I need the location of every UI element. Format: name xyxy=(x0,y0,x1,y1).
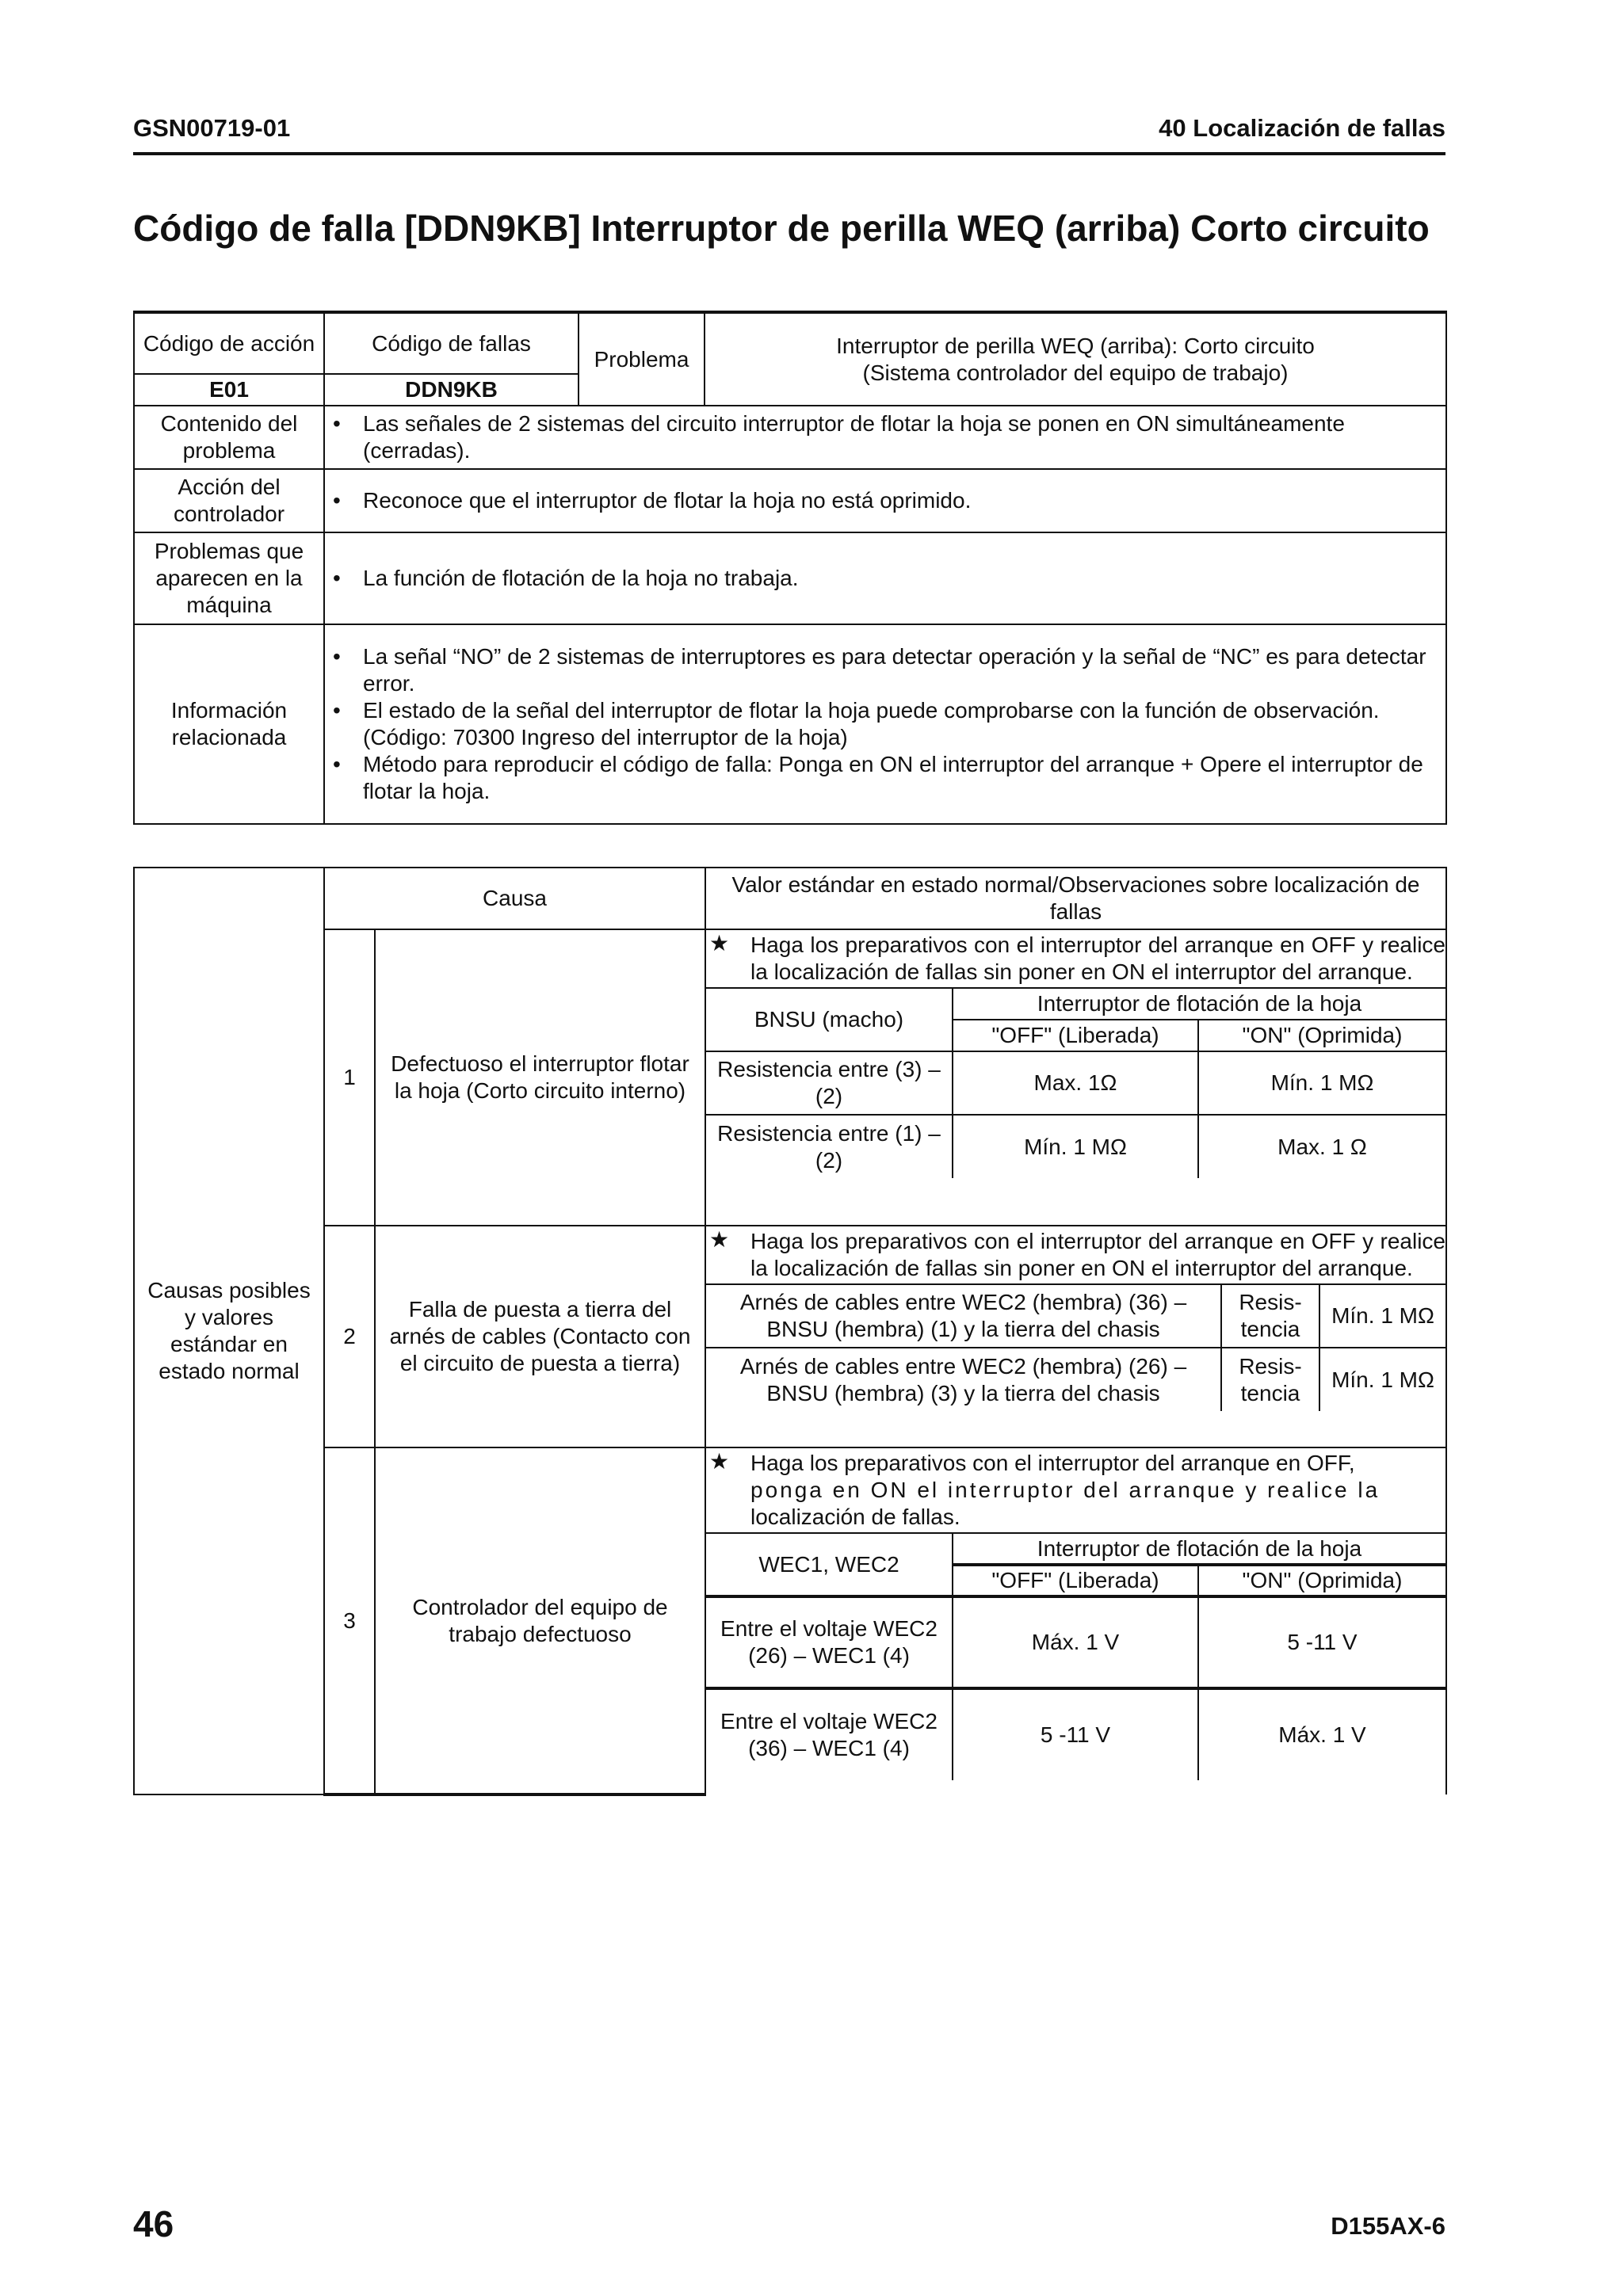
measure-type: Resis- tencia xyxy=(1221,1348,1319,1411)
note-line: localización de fallas. xyxy=(750,1505,960,1529)
switch-header: Interruptor de flotación de la hoja xyxy=(953,1533,1445,1565)
problem-content-label: Contenido del problema xyxy=(134,406,324,469)
measure-value: Mín. 1 MΩ xyxy=(1319,1348,1445,1411)
star-icon: ★ xyxy=(709,1227,730,1252)
connector-label: BNSU (macho) xyxy=(706,988,953,1051)
problem-description-line-1: Interruptor de perilla WEQ (arriba): Corto circuito xyxy=(836,333,1315,358)
measure-label: Entre el voltaje WEC2 (36) – WEC1 (4) xyxy=(706,1688,953,1780)
note-text: Haga los preparativos con el interruptor del arranque en OFF y realice la localización de fallas sin poner en ON el interruptor del arranque. xyxy=(750,933,1445,984)
problem-content xyxy=(324,406,1446,469)
cause-1-note xyxy=(706,930,1445,987)
on-value: Máx. 1 V xyxy=(1198,1688,1445,1780)
col-off-header: "OFF" (Liberada) xyxy=(953,1565,1198,1596)
machine-problems xyxy=(324,532,1446,624)
cause-number: 1 xyxy=(324,929,375,1226)
section-title: 40 Localización de fallas xyxy=(1159,114,1445,142)
col-on-header: "ON" (Oprimida) xyxy=(1198,1565,1445,1596)
cause-description: Defectuoso el interruptor flotar la hoja (Corto circuito interno) xyxy=(375,929,705,1226)
controller-action xyxy=(324,469,1446,532)
off-value: Mín. 1 MΩ xyxy=(953,1115,1198,1178)
on-value: Max. 1 Ω xyxy=(1198,1115,1445,1178)
note-text: Haga los preparativos con el interruptor del arranque en OFF y realice la localización de fallas sin poner en ON el interruptor del arranque. xyxy=(750,1229,1445,1280)
measure-label: Resistencia entre (1) – (2) xyxy=(706,1115,953,1178)
machine-problems-label: Problemas que aparecen en la máquina xyxy=(134,532,324,624)
cause-3-note xyxy=(706,1448,1445,1532)
header-rule xyxy=(133,152,1445,155)
col-on-header: "ON" (Oprimida) xyxy=(1198,1020,1445,1051)
cause-description: Falla de puesta a tierra del arnés de cables (Contacto con el circuito de puesta a tierra) xyxy=(375,1226,705,1447)
action-code-label: Código de acción xyxy=(134,312,324,374)
list-item: • La señal “NO” de 2 sistemas de interruptores es para detectar operación y la señal de “NC” es para detectar error. xyxy=(330,643,1441,697)
cause-2-note xyxy=(706,1226,1445,1283)
off-value: Máx. 1 V xyxy=(953,1596,1198,1688)
cause-description: Controlador del equipo de trabajo defectuoso xyxy=(375,1447,705,1794)
document-code: GSN00719-01 xyxy=(133,114,291,142)
cause-1-checks xyxy=(705,929,1446,1226)
cause-2-measure-table xyxy=(706,1283,1445,1411)
problem-description-line-2: (Sistema controlador del equipo de trabajo) xyxy=(862,360,1289,385)
off-value: Max. 1Ω xyxy=(953,1051,1198,1115)
list-item: • El estado de la señal del interruptor de flotar la hoja puede comprobarse con la función de observación. xyxy=(330,697,1441,724)
measure-label: Entre el voltaje WEC2 (26) – WEC1 (4) xyxy=(706,1596,953,1688)
switch-header: Interruptor de flotación de la hoja xyxy=(953,988,1445,1020)
list-item: • La función de flotación de la hoja no trabaja. xyxy=(330,565,1441,592)
off-value: 5 -11 V xyxy=(953,1688,1198,1780)
measure-type: Resis- tencia xyxy=(1221,1284,1319,1348)
connector-label: WEC1, WEC2 xyxy=(706,1533,953,1596)
fault-code-value: DDN9KB xyxy=(324,374,579,406)
controller-action-label: Acción del controlador xyxy=(134,469,324,532)
star-icon: ★ xyxy=(709,1449,730,1474)
on-value: Mín. 1 MΩ xyxy=(1198,1051,1445,1115)
cause-number: 3 xyxy=(324,1447,375,1794)
possible-causes-label: Causas posibles y valores estándar en estado normal xyxy=(134,868,324,1794)
cause-3-measure-table xyxy=(706,1532,1445,1780)
col-off-header: "OFF" (Liberada) xyxy=(953,1020,1198,1051)
list-item: • Método para reproducir el código de falla: Ponga en ON el interruptor del arranque + Opere el interruptor de flotar la hoja. xyxy=(330,751,1441,805)
measure-value: Mín. 1 MΩ xyxy=(1319,1284,1445,1348)
standard-value-header: Valor estándar en estado normal/Observaciones sobre localización de fallas xyxy=(705,868,1446,929)
page-number: 46 xyxy=(133,2203,174,2245)
cause-2-checks xyxy=(705,1226,1446,1447)
fault-code-table xyxy=(133,311,1447,825)
problem-label: Problema xyxy=(579,312,705,406)
measure-label: Arnés de cables entre WEC2 (hembra) (26) – BNSU (hembra) (3) y la tierra del chasis xyxy=(706,1348,1221,1411)
cause-1-measure-table xyxy=(706,987,1445,1178)
note-line: Haga los preparativos con el interruptor del arranque en OFF, xyxy=(750,1451,1355,1475)
related-info-label: Información relacionada xyxy=(134,624,324,824)
model-code: D155AX-6 xyxy=(1331,2212,1445,2240)
star-icon: ★ xyxy=(709,931,730,955)
measure-label: Arnés de cables entre WEC2 (hembra) (36) – BNSU (hembra) (1) y la tierra del chasis xyxy=(706,1284,1221,1348)
problem-description xyxy=(705,312,1446,406)
list-item-subtext: (Código: 70300 Ingreso del interruptor de la hoja) xyxy=(363,725,848,749)
action-code-value: E01 xyxy=(134,374,324,406)
list-item: • Reconoce que el interruptor de flotar la hoja no está oprimido. xyxy=(330,487,1441,514)
cause-number: 2 xyxy=(324,1226,375,1447)
list-item: • Las señales de 2 sistemas del circuito interruptor de flotar la hoja se ponen en ON simultáneamente (cerradas). xyxy=(330,410,1441,464)
note-line: ponga en ON el interruptor del arranque y realice la xyxy=(750,1478,1381,1502)
cause-header: Causa xyxy=(324,868,705,929)
fault-code-label: Código de fallas xyxy=(324,312,579,374)
page-title: Código de falla [DDN9KB] Interruptor de perilla WEQ (arriba) Corto circuito xyxy=(133,208,1430,249)
causes-table xyxy=(133,867,1447,1796)
cause-3-checks xyxy=(705,1447,1446,1794)
related-info xyxy=(324,624,1446,824)
measure-label: Resistencia entre (3) – (2) xyxy=(706,1051,953,1115)
on-value: 5 -11 V xyxy=(1198,1596,1445,1688)
